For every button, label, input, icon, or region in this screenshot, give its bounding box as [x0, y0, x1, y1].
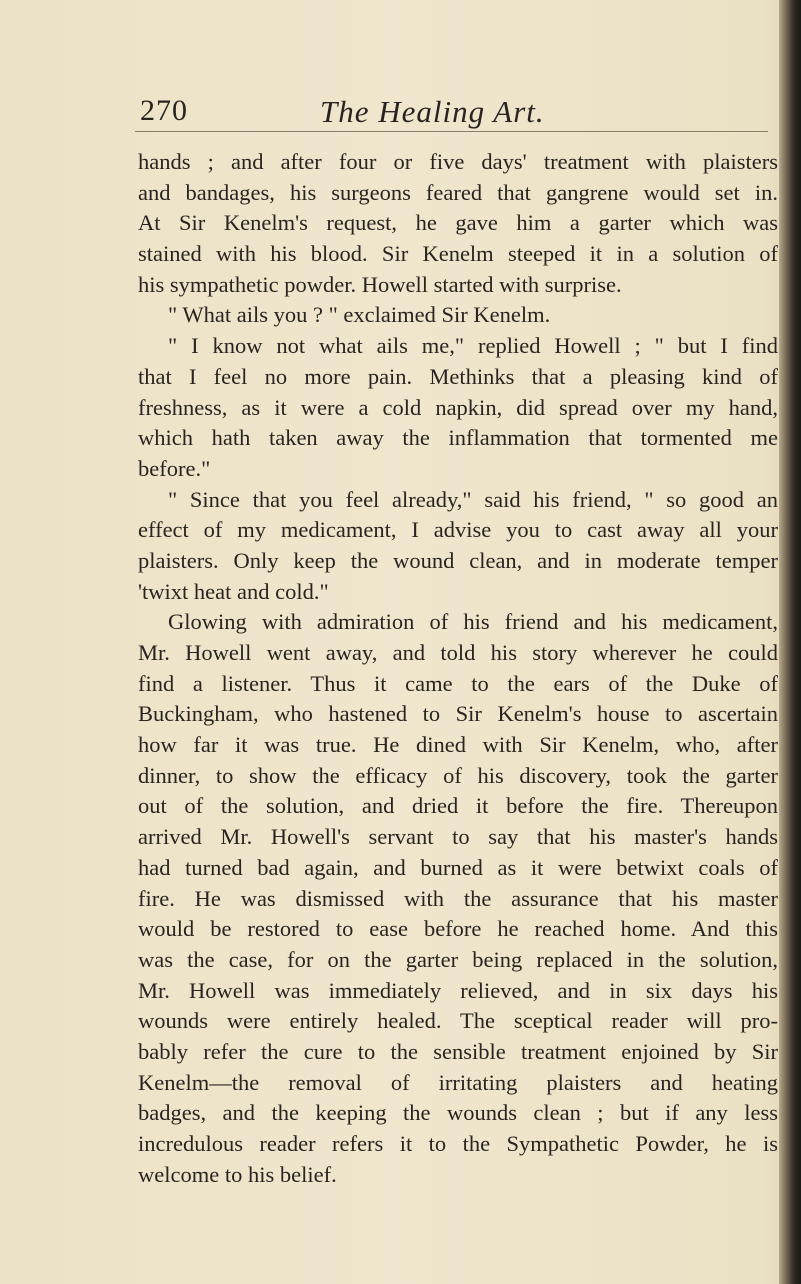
text-line: and bandages, his surgeons feared that gangrene would set in. — [138, 179, 778, 205]
text-line: " I know not what ails me," replied Howell ; " but I find — [168, 333, 778, 359]
text-line: was the case, for on the garter being replaced in the solution, — [138, 946, 778, 972]
text-line: Mr. Howell went away, and told his story wherever he could — [138, 640, 778, 665]
text-line: would be restored to ease before he reached home. And this — [138, 916, 778, 942]
text-line: out of the solution, and dried it before the fire. Thereupon — [138, 793, 778, 819]
text-line: Kenelm—the removal of irritating plaisters and heating — [138, 1069, 778, 1095]
header-rule — [135, 131, 768, 132]
text-line: stained with his blood. Sir Kenelm steeped it in a solution of — [138, 241, 778, 267]
text-line: bably refer the cure to the sensible treatment enjoined by Sir — [138, 1038, 778, 1064]
text-line: welcome to his belief. — [138, 1161, 337, 1187]
text-line: Buckingham, who hastened to Sir Kenelm's house to ascertain — [138, 701, 778, 727]
text-line: effect of my medicament, I advise you to cast away all your — [138, 517, 778, 543]
body-text — [138, 147, 778, 1190]
text-line: hands ; and after four or five days' treatment with plaisters — [138, 149, 778, 174]
running-header — [140, 94, 770, 134]
running-title: The Healing Art. — [320, 94, 545, 129]
text-line: fire. He was dismissed with the assurance that his master — [138, 885, 778, 911]
text-line: " What ails you ? " exclaimed Sir Kenelm. — [168, 302, 551, 328]
text-line: had turned bad again, and burned as it were betwixt coals of — [138, 854, 778, 880]
text-line: 'twixt heat and cold." — [138, 578, 329, 604]
text-line: his sympathetic powder. Howell started with surprise. — [138, 271, 622, 297]
text-line: badges, and the keeping the wounds clean ; but if any less — [138, 1100, 778, 1126]
text-line: which hath taken away the inflammation that tormented me — [138, 425, 778, 451]
text-line: wounds were entirely healed. The sceptical reader will pro- — [138, 1008, 778, 1034]
text-line: incredulous reader refers it to the Sympathetic Powder, he is — [138, 1131, 778, 1156]
text-line: " Since that you feel already," said his friend, " so good an — [168, 486, 778, 512]
text-line: freshness, as it were a cold napkin, did spread over my hand, — [138, 394, 778, 420]
page-edge-shadow — [779, 0, 801, 1284]
text-line: before." — [138, 455, 211, 481]
text-line: arrived Mr. Howell's servant to say that his master's hands — [138, 824, 778, 850]
page-number: 270 — [140, 94, 188, 127]
text-line: dinner, to show the efficacy of his discovery, took the garter — [138, 762, 778, 788]
text-line: that I feel no more pain. Methinks that a pleasing kind of — [138, 363, 778, 389]
text-line: At Sir Kenelm's request, he gave him a garter which was — [138, 210, 778, 236]
text-line: Glowing with admiration of his friend and his medicament, — [168, 609, 778, 635]
text-line: how far it was true. He dined with Sir Kenelm, who, after — [138, 732, 778, 758]
text-line: plaisters. Only keep the wound clean, and in moderate temper — [138, 547, 778, 573]
text-line: Mr. Howell was immediately relieved, and in six days his — [138, 977, 778, 1003]
text-line: find a listener. Thus it came to the ears of the Duke of — [138, 670, 778, 696]
